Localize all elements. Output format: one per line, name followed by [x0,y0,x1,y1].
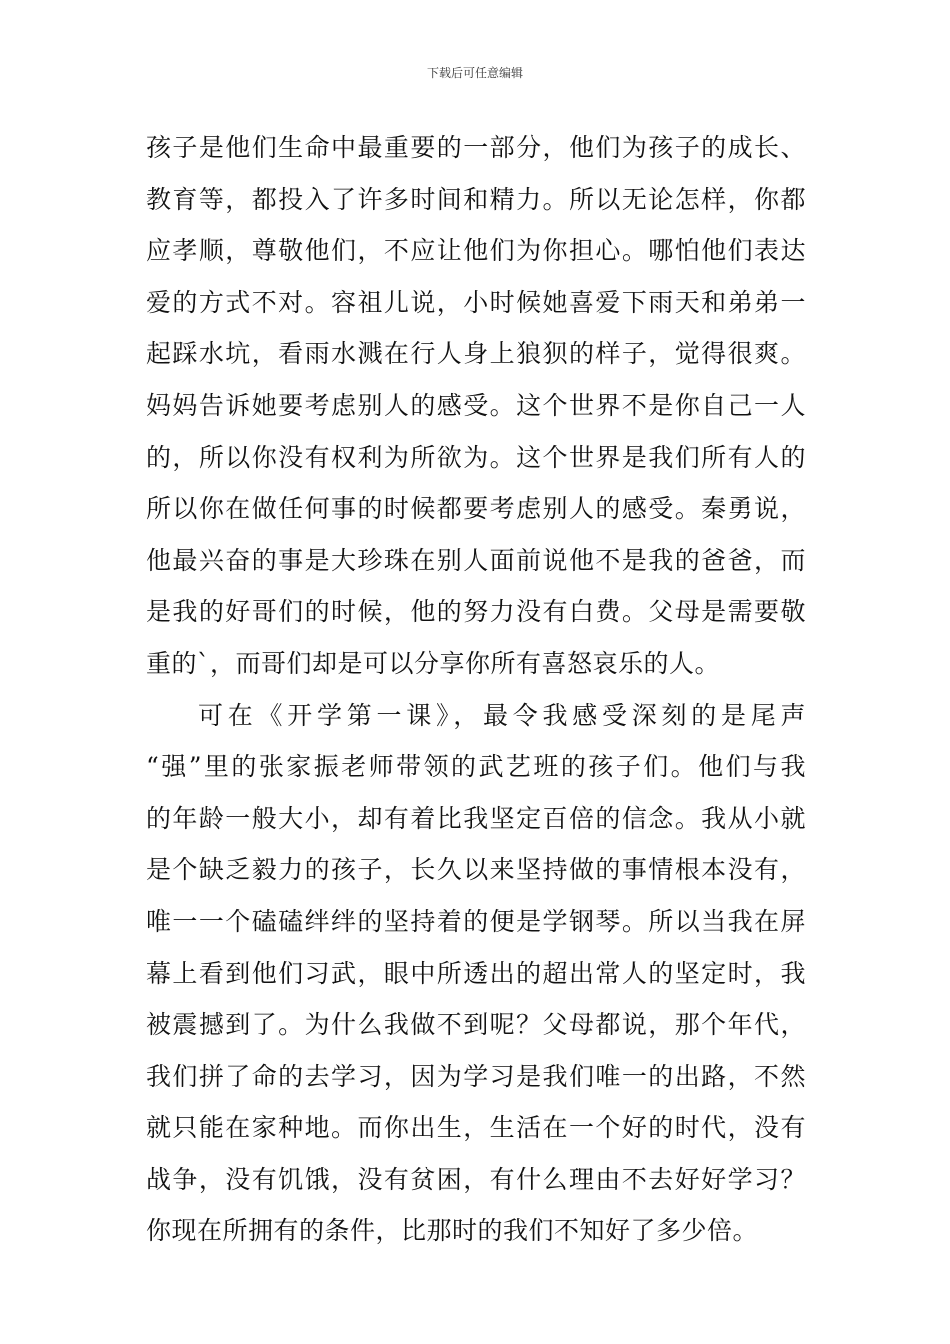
text-line: 的，所以你没有权利为所欲为。这个世界是我们所有人的 [146,442,806,472]
text-line: 应孝顺，尊敬他们，不应让他们为你担心。哪怕他们表达 [146,236,806,266]
text-line: 唯一一个磕磕绊绊的坚持着的便是学钢琴。所以当我在屏 [146,906,806,936]
text-line: 起踩水坑，看雨水溅在行人身上狼狈的样子，觉得很爽。 [146,339,806,369]
text-line: 被震撼到了。为什么我做不到呢？父母都说，那个年代， [146,1010,806,1040]
text-line: 我们拼了命的去学习，因为学习是我们唯一的出路，不然 [146,1061,806,1091]
text-line: 孩子是他们生命中最重要的一部分，他们为孩子的成长、 [146,133,806,162]
text-line: 所以你在做任何事的时候都要考虑别人的感受。秦勇说， [146,494,806,524]
paragraph [146,690,806,1258]
text-line: 爱的方式不对。容祖儿说，小时候她喜爱下雨天和弟弟一 [146,287,806,317]
text-line: 幕上看到他们习武，眼中所透出的超出常人的坚定时，我 [146,958,806,988]
page-header: 下载后可任意编辑 [426,66,523,80]
text-line: 他最兴奋的事是大珍珠在别人面前说他不是我的爸爸，而 [146,545,806,575]
text-line: 重的`，而哥们却是可以分享你所有喜怒哀乐的人。 [146,648,721,678]
document-body [146,122,806,1257]
text-line: 战争，没有饥饿，没有贫困，有什么理由不去好好学习？ [146,1164,806,1194]
text-line: “强”里的张家振老师带领的武艺班的孩子们。他们与我 [146,752,806,782]
text-line: 妈妈告诉她要考虑别人的感受。这个世界不是你自己一人 [146,390,806,420]
text-line: 的年龄一般大小，却有着比我坚定百倍的信念。我从小就 [146,803,806,833]
text-line: 教育等，都投入了许多时间和精力。所以无论怎样，你都 [146,184,806,214]
text-line: 你现在所拥有的条件，比那时的我们不知好了多少倍。 [146,1216,759,1246]
text-line: 是个缺乏毅力的孩子，长久以来坚持做的事情根本没有， [146,855,806,885]
text-line: 是我的好哥们的时候，他的努力没有白费。父母是需要敬 [146,597,806,627]
text-line: 可在《开学第一课》，最令我感受深刻的是尾声 [198,700,806,730]
paragraph [146,122,806,690]
text-line: 就只能在家种地。而你出生，生活在一个好的时代，没有 [146,1113,806,1143]
